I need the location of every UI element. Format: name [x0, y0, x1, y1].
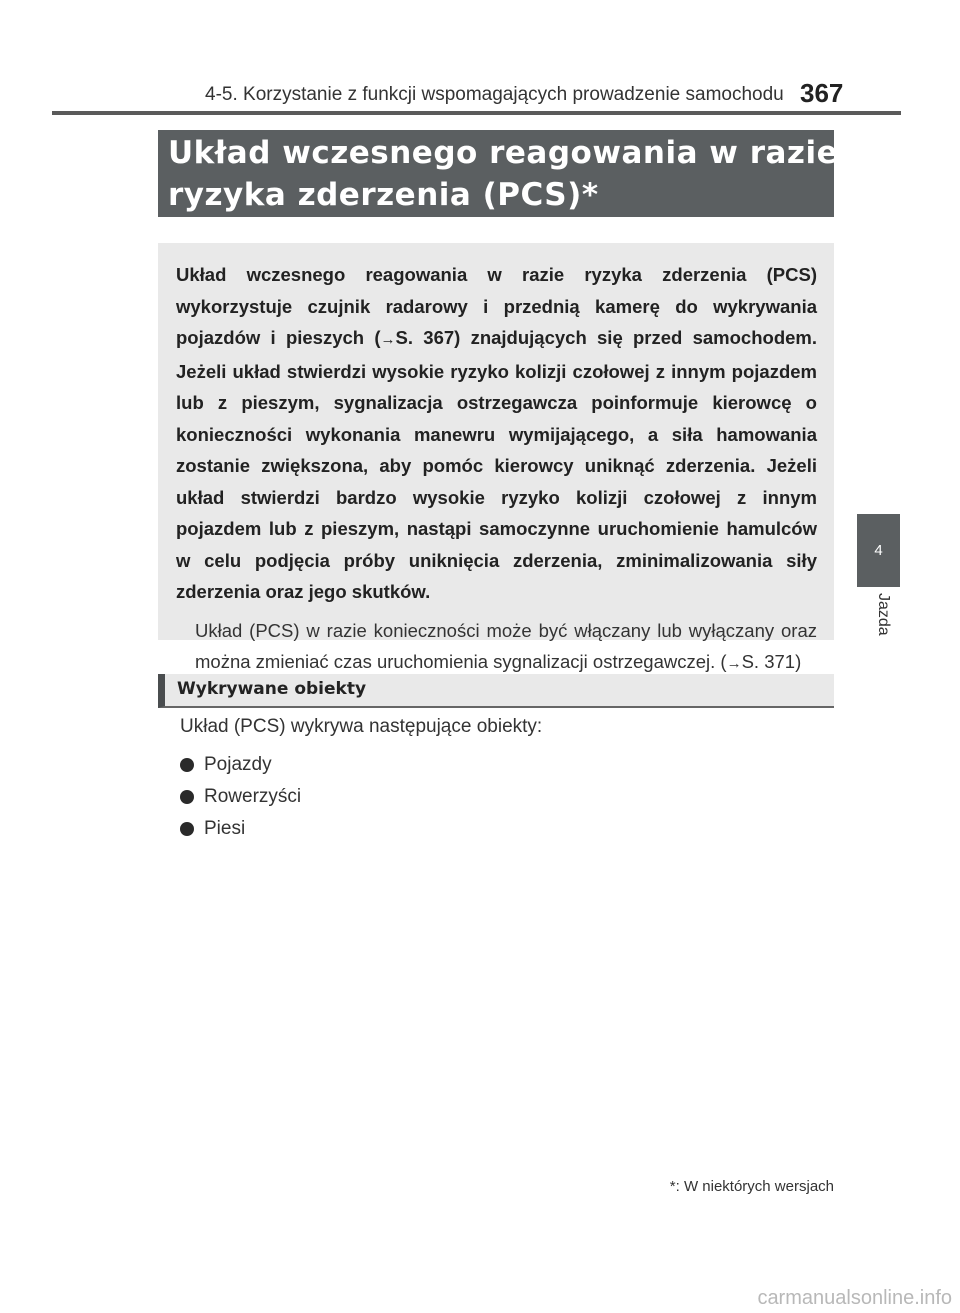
list-item: [180, 781, 301, 813]
list-item-label: Rowerzyści: [204, 786, 302, 807]
intro-note: [176, 615, 817, 679]
detected-objects-heading: Wykrywane obiekty: [158, 674, 834, 708]
bullet-icon: [180, 822, 194, 836]
intro-box: [158, 243, 834, 672]
page-title: [158, 130, 839, 217]
arrow-icon: →: [380, 331, 396, 348]
arrow-icon: →: [726, 654, 742, 672]
detected-objects-list: [180, 749, 301, 845]
bullet-icon: [180, 790, 194, 804]
list-item: [180, 813, 301, 845]
header-rule: [52, 111, 901, 115]
page-number: 367: [800, 78, 844, 108]
chapter-tab: [857, 514, 900, 587]
page-title-line1: Układ wczesnego reagowania w razie: [168, 135, 839, 171]
page-title-line2: ryzyka zderzenia (PCS): [168, 177, 582, 213]
chapter-number: 4: [874, 542, 883, 559]
note-text-part1: Układ (PCS) w razie konieczności może być włączany lub wyłączany oraz można zmieniać czas uruchomienia sygnalizacji ostrzegawczej. (: [195, 619, 817, 672]
detected-objects-intro: Układ (PCS) wykrywa następujące obiekty:: [180, 716, 543, 737]
footnote: *: W niektórych wersjach: [669, 1178, 834, 1195]
section-header-title: 4-5. Korzystanie z funkcji wspomagających prowadzenie samochodu: [205, 84, 784, 105]
watermark: carmanualsonline.info: [757, 1287, 952, 1309]
intro-text-part2: S. 367) znajdujących się przed samochodem. Jeżeli układ stwierdzi wysokie ryzyko kolizji czołowej z innym pojazdem lub z pieszym, sygnalizacja ostrzegawcza poinformuje kierowcę o konieczności wykonania manewru wymijającego, a siła hamowania zostanie zwiększona, aby pomóc kierowcy uniknąć zderzenia. Jeżeli układ stwierdzi bardzo wysokie ryzyko kolizji czołowej z innym pojazdem lub z pieszym, nastąpi samoczynne uruchomienie hamulców w celu podjęcia próby uniknięcia zderzenia, zminimalizowania siły zderzenia oraz jego skutków.: [176, 327, 818, 602]
bullet-icon: [180, 758, 194, 772]
list-item-label: Piesi: [204, 818, 246, 839]
intro-text-part1: Układ wczesnego reagowania w razie ryzyka zderzenia (PCS) wykorzystuje czujnik radarowy i przednią kamerę do wykrywania pojazdów i pieszych (: [176, 264, 817, 348]
list-item: [180, 749, 301, 781]
list-item-label: Pojazdy: [204, 754, 272, 775]
chapter-label: Jazda: [875, 593, 892, 636]
title-asterisk: *: [581, 177, 599, 213]
note-text-part2: S. 371): [741, 650, 802, 672]
intro-paragraph: [176, 259, 817, 608]
